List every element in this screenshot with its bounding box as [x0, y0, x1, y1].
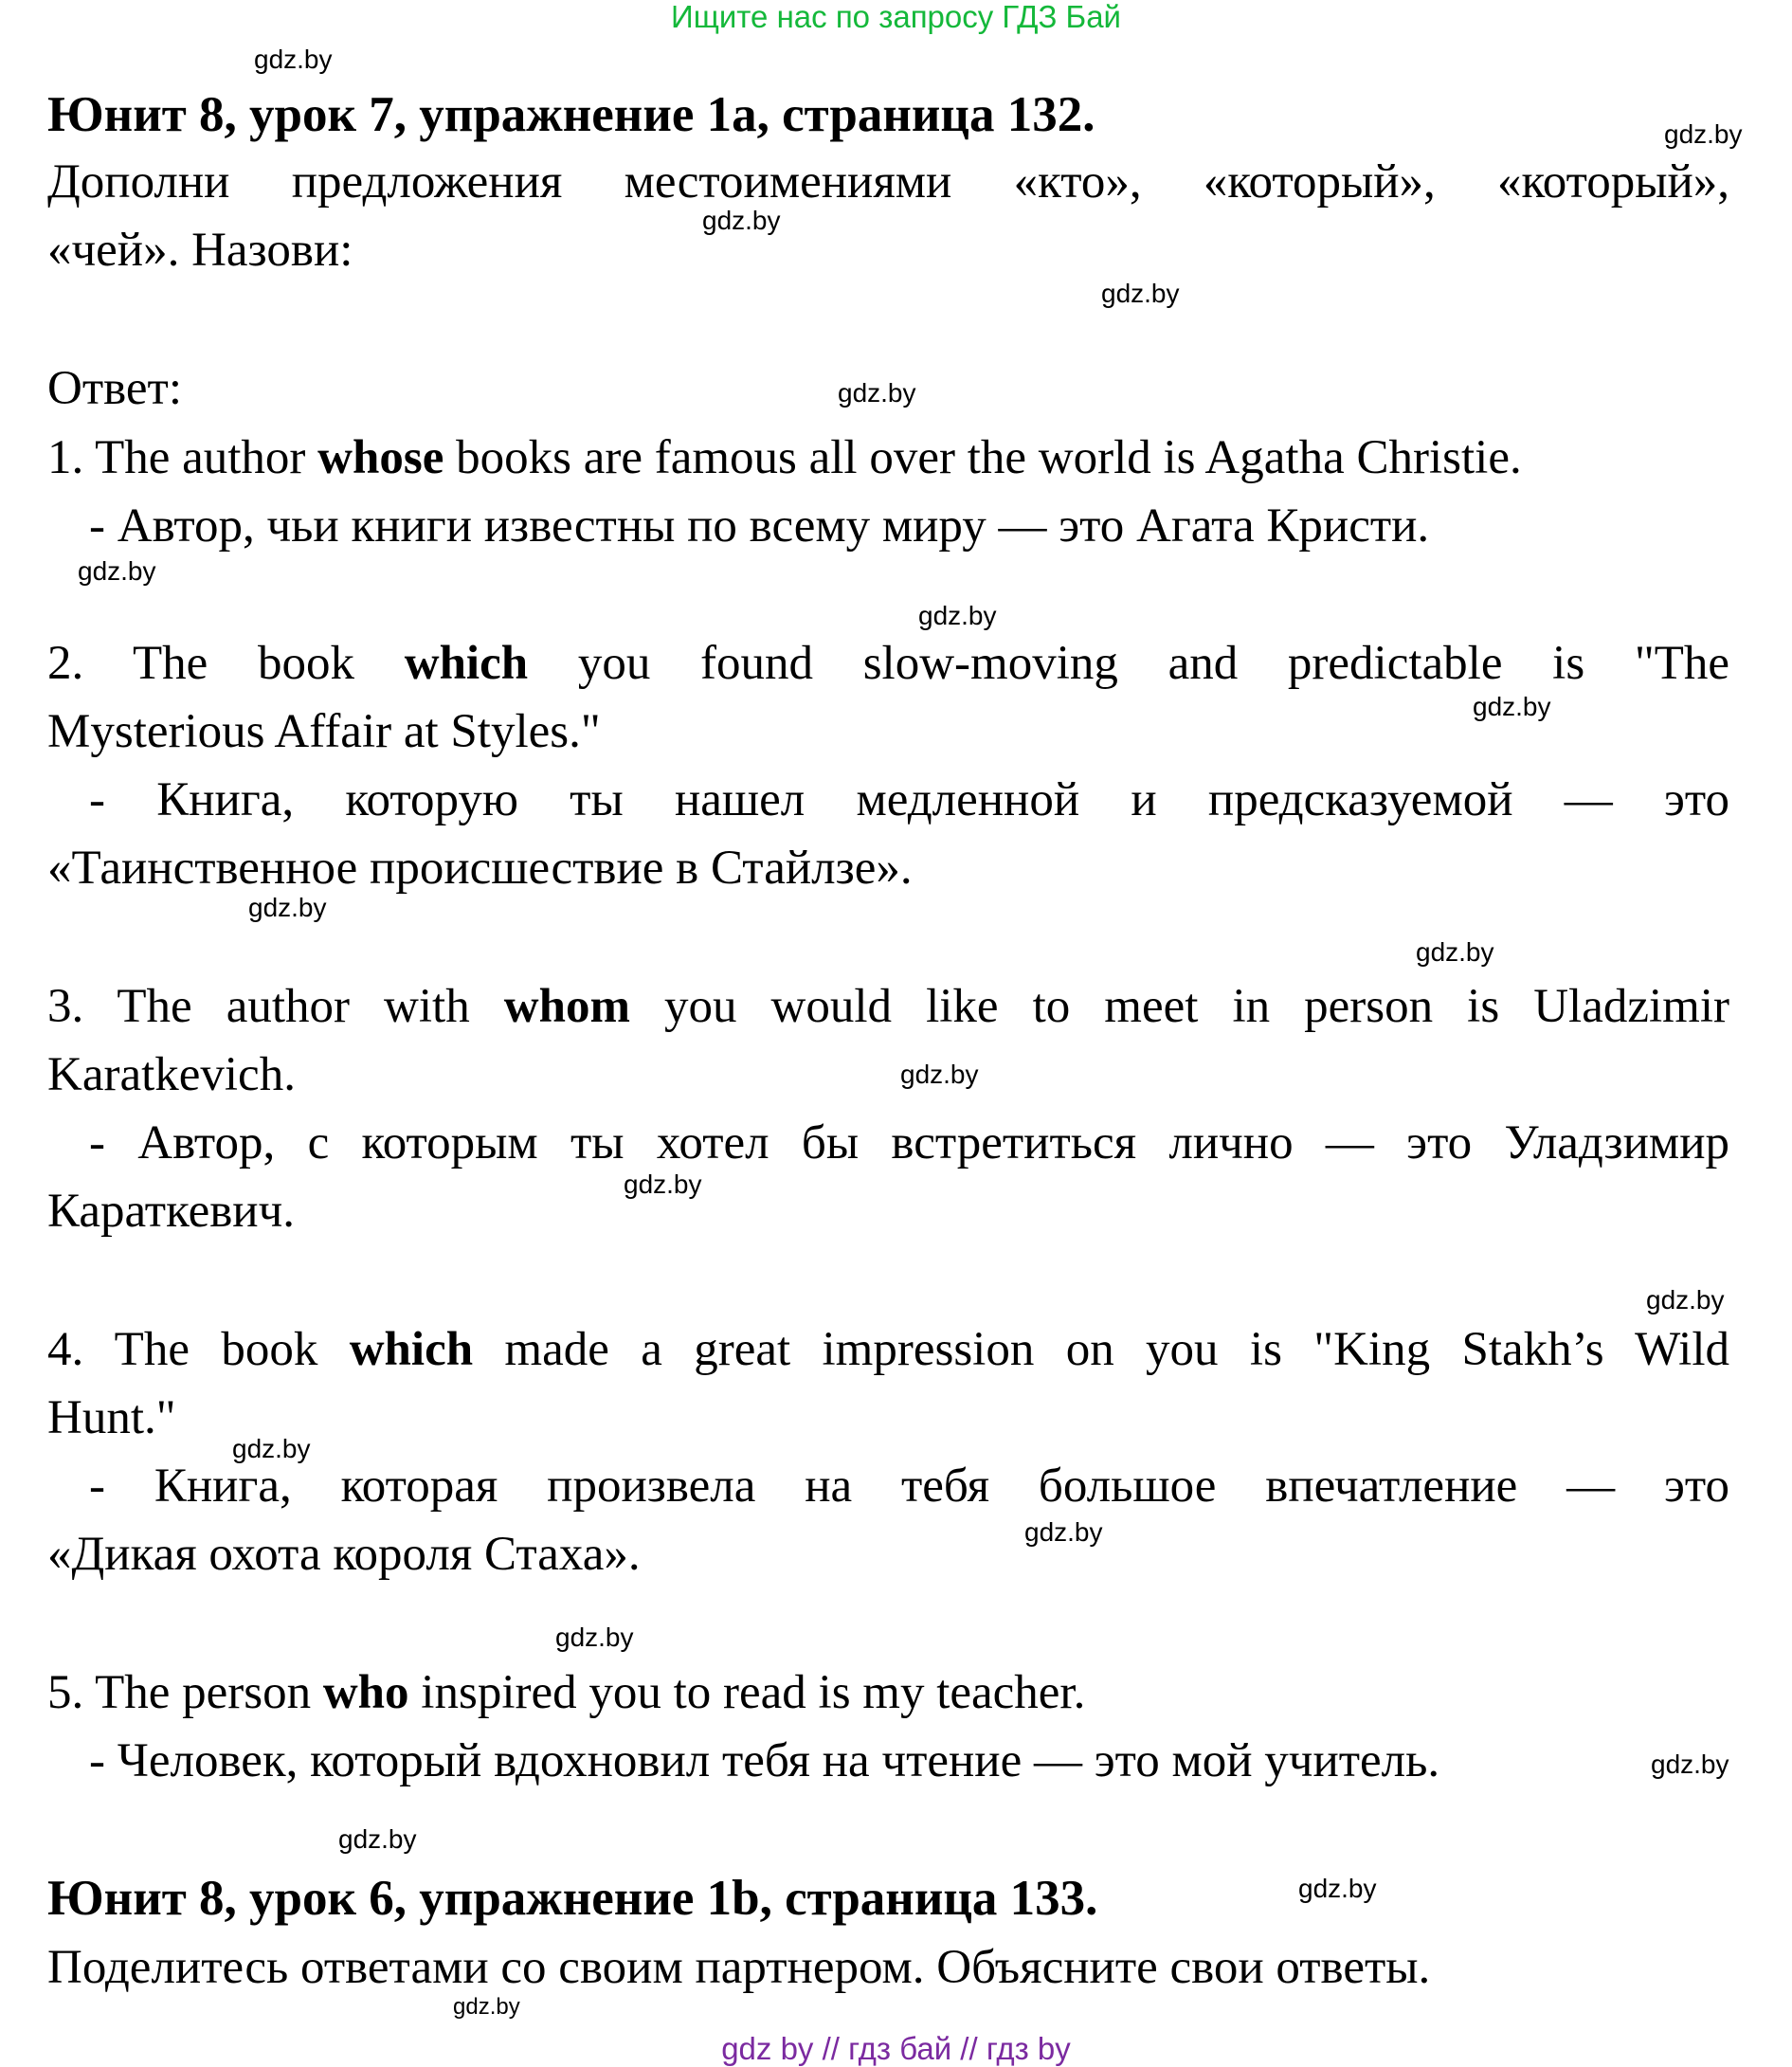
- answer-2-russian-line-1: - Книга, которую ты нашел медленной и предсказуемой — это: [89, 773, 1729, 826]
- watermark: gdz.by: [1664, 119, 1743, 149]
- pronoun-which: which: [404, 637, 529, 690]
- answer-3-russian-line-2: Караткевич.: [47, 1185, 296, 1238]
- instruction-line-1: Дополни предложения местоимениями «кто», «который», «который»,: [47, 155, 1729, 209]
- watermark: gdz.by: [918, 601, 997, 630]
- exercise-heading-1a: Юнит 8, урок 7, упражнение 1а, страница 132.: [47, 87, 1095, 142]
- answer-3-english-line-2: Karatkevich.: [47, 1048, 296, 1101]
- watermark: gdz.by: [232, 1434, 311, 1463]
- footer-links[interactable]: gdz by // гдз бай // гдз by: [721, 2031, 1071, 2066]
- watermark: gdz.by: [1416, 937, 1494, 967]
- watermark: gdz.by: [338, 1824, 417, 1854]
- answer-3-russian-line-1: - Автор, с которым ты хотел бы встретиться лично — это Уладзимир: [89, 1116, 1729, 1169]
- watermark: gdz.by: [1024, 1517, 1103, 1547]
- answer-1-russian: - Автор, чьи книги известны по всему миру — это Агата Кристи.: [89, 499, 1430, 553]
- answer-2-english-line-2: Mysterious Affair at Styles.": [47, 705, 601, 758]
- watermark: gdz.by: [1646, 1285, 1725, 1315]
- watermark: gdz.by: [1101, 279, 1180, 308]
- watermark: gdz.by: [254, 45, 333, 74]
- watermark: gdz.by: [1298, 1874, 1377, 1903]
- answer-label: Ответ:: [47, 362, 182, 415]
- pronoun-whose: whose: [317, 431, 444, 484]
- answer-2-russian-line-2: «Таинственное происшествие в Стайлзе».: [47, 842, 913, 895]
- pronoun-which: which: [349, 1323, 474, 1376]
- answer-2-english-line-1: 2. The book which you found slow-moving and predictable is "The: [47, 637, 1729, 690]
- watermark: gdz.by: [624, 1169, 702, 1199]
- answer-5-english: 5. The person who inspired you to read is my teacher.: [47, 1666, 1086, 1719]
- watermark: gdz.by: [838, 378, 916, 408]
- watermark: gdz.by: [702, 206, 781, 235]
- site-search-banner[interactable]: Ищите нас по запросу ГДЗ Бай: [671, 0, 1121, 34]
- instruction-1b: Поделитесь ответами со своим партнером. Объясните свои ответы.: [47, 1941, 1431, 1994]
- answer-1-english: 1. The author whose books are famous all over the world is Agatha Christie.: [47, 431, 1522, 484]
- watermark: gdz.by: [1473, 692, 1551, 721]
- watermark: gdz.by: [900, 1060, 979, 1089]
- watermark: gdz.by: [453, 1994, 520, 2020]
- watermark: gdz.by: [248, 893, 327, 922]
- answer-4-english-line-1: 4. The book which made a great impression on you is "King Stakh’s Wild: [47, 1323, 1730, 1376]
- watermark: gdz.by: [555, 1623, 634, 1652]
- pronoun-whom: whom: [503, 980, 630, 1033]
- answer-3-english-line-1: 3. The author with whom you would like to meet in person is Uladzimir: [47, 980, 1729, 1033]
- answer-4-russian-line-1: - Книга, которая произвела на тебя большое впечатление — это: [89, 1460, 1729, 1513]
- watermark: gdz.by: [1651, 1750, 1729, 1779]
- watermark: gdz.by: [78, 556, 156, 586]
- answer-4-russian-line-2: «Дикая охота короля Стаха».: [47, 1528, 641, 1581]
- answer-5-russian: - Человек, который вдохновил тебя на чтение — это мой учитель.: [89, 1734, 1440, 1787]
- answer-4-english-line-2: Hunt.": [47, 1391, 176, 1444]
- pronoun-who: who: [322, 1666, 409, 1719]
- exercise-heading-1b: Юнит 8, урок 6, упражнение 1b, страница 133.: [47, 1871, 1098, 1926]
- instruction-line-2: «чей». Назови:: [47, 224, 353, 277]
